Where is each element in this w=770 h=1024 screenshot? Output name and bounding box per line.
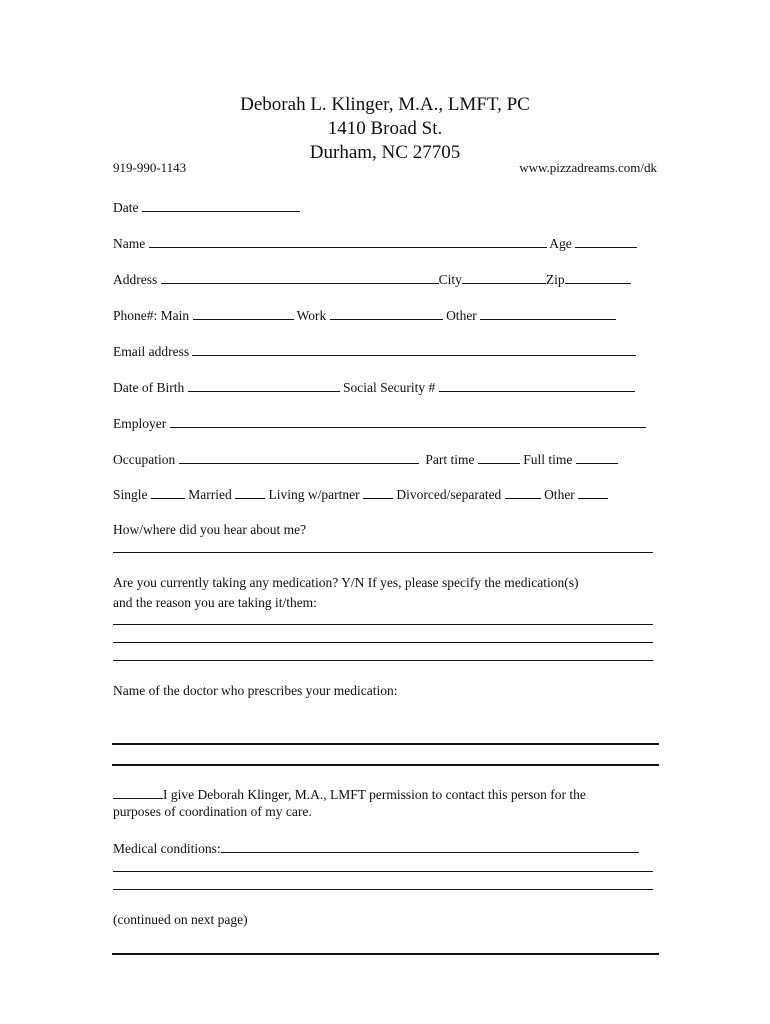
continued-note: (continued on next page) — [113, 912, 248, 927]
email-label: Email address — [113, 344, 190, 359]
name-field[interactable] — [149, 235, 547, 248]
permission-initials-field[interactable] — [113, 786, 163, 799]
single-label: Single — [113, 487, 148, 502]
age-field[interactable] — [575, 235, 637, 248]
occupation-row — [113, 451, 618, 468]
date-row — [113, 199, 300, 216]
permission-text-line2: purposes of coordination of my care. — [113, 804, 312, 819]
address-field[interactable] — [161, 271, 439, 284]
phone-main-label: Phone#: Main — [113, 308, 190, 323]
street-address: 1410 Broad St. — [327, 118, 443, 139]
date-label: Date — [113, 200, 139, 215]
email-field[interactable] — [192, 343, 636, 356]
part-time-label: Part time — [425, 452, 475, 467]
employer-label: Employer — [113, 416, 167, 431]
doctor-field[interactable] — [112, 743, 659, 745]
part-time-field[interactable] — [478, 451, 520, 464]
section-divider — [112, 764, 659, 766]
medical-conditions-field-2[interactable] — [113, 871, 653, 872]
married-field[interactable] — [235, 486, 265, 499]
zip-field[interactable] — [565, 271, 631, 284]
name-label: Name — [113, 236, 146, 251]
email-row — [113, 343, 636, 360]
website-link[interactable]: www.pizzadreams.com/dk — [519, 160, 657, 175]
divorced-label: Divorced/separated — [396, 487, 502, 502]
footer-rule — [112, 953, 659, 955]
marital-status-row — [113, 486, 608, 503]
full-time-label: Full time — [523, 452, 573, 467]
other-status-field[interactable] — [578, 486, 608, 499]
divorced-field[interactable] — [505, 486, 541, 499]
employer-row — [113, 415, 646, 432]
permission-row — [113, 786, 586, 803]
name-row — [113, 235, 637, 252]
city-state-zip: Durham, NC 27705 — [309, 142, 461, 163]
permission-text-line1: I give Deborah Klinger, M.A., LMFT permission to contact this person for the — [163, 787, 586, 802]
dob-row — [113, 379, 635, 396]
medical-conditions-field-3[interactable] — [113, 889, 653, 890]
zip-label: Zip — [545, 272, 565, 287]
medical-conditions-field-1[interactable] — [221, 840, 639, 853]
married-label: Married — [188, 487, 232, 502]
medical-conditions-row — [113, 840, 639, 857]
single-field[interactable] — [151, 486, 185, 499]
address-row — [113, 271, 631, 288]
phone-work-field[interactable] — [330, 307, 443, 320]
city-label: City — [438, 272, 462, 287]
occupation-label: Occupation — [113, 452, 176, 467]
medication-question-line1: Are you currently taking any medication? Y/N If yes, please specify the medication(s) — [113, 575, 579, 590]
work-label: Work — [296, 308, 327, 323]
medication-field-3[interactable] — [113, 660, 653, 661]
practice-name: Deborah L. Klinger, M.A., LMFT, PC — [240, 94, 530, 115]
employer-field[interactable] — [170, 415, 646, 428]
age-label: Age — [549, 236, 572, 251]
other-phone-label: Other — [446, 308, 477, 323]
medication-question-line2: and the reason you are taking it/them: — [113, 595, 317, 610]
phone-main-field[interactable] — [193, 307, 294, 320]
ssn-field[interactable] — [439, 379, 635, 392]
letterhead — [0, 93, 770, 165]
ssn-label: Social Security # — [342, 380, 436, 395]
occupation-field[interactable] — [179, 451, 419, 464]
phone-number: 919-990-1143 — [113, 160, 187, 175]
full-time-field[interactable] — [576, 451, 618, 464]
phone-other-field[interactable] — [480, 307, 616, 320]
other-status-label: Other — [544, 487, 575, 502]
medication-field-2[interactable] — [113, 642, 653, 643]
dob-label: Date of Birth — [113, 380, 185, 395]
hear-about-question: How/where did you hear about me? — [113, 522, 307, 537]
living-partner-field[interactable] — [363, 486, 393, 499]
hear-about-field[interactable] — [113, 552, 653, 553]
phone-row — [113, 307, 616, 324]
city-field[interactable] — [462, 271, 546, 284]
date-field[interactable] — [142, 199, 300, 212]
medication-field-1[interactable] — [113, 624, 653, 625]
doctor-question: Name of the doctor who prescribes your medication: — [113, 683, 398, 698]
medical-conditions-label: Medical conditions: — [113, 841, 221, 856]
address-label: Address — [113, 272, 158, 287]
dob-field[interactable] — [188, 379, 340, 392]
living-partner-label: Living w/partner — [268, 487, 360, 502]
